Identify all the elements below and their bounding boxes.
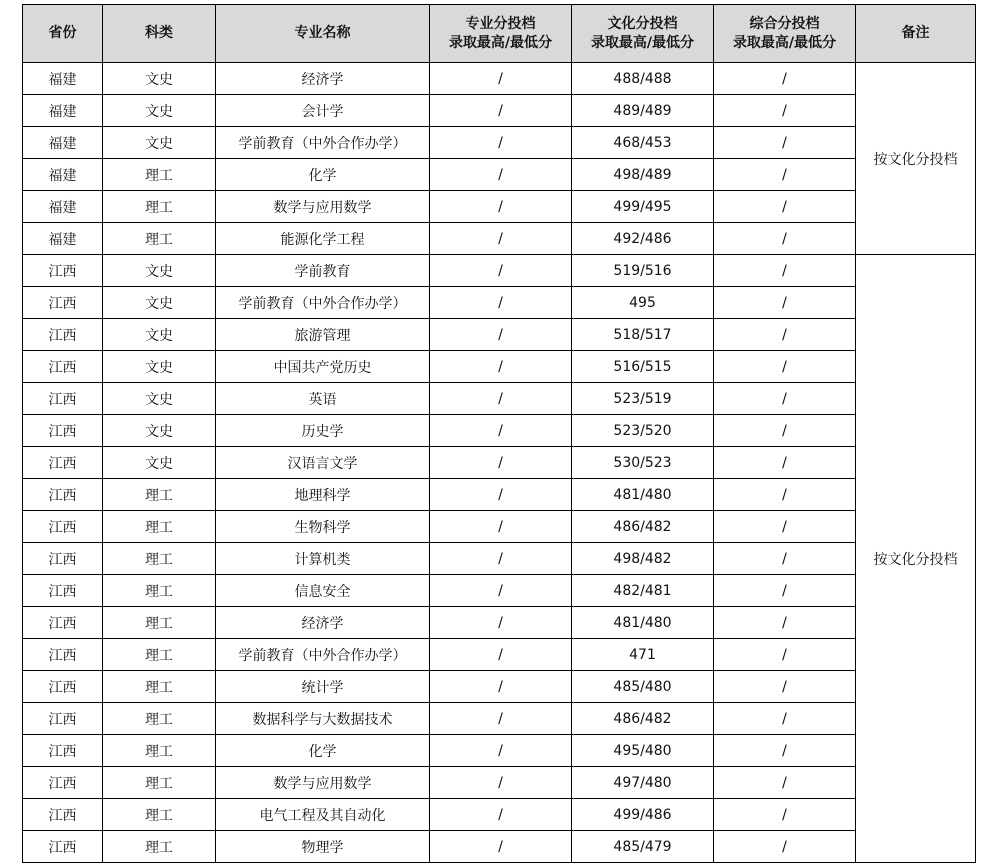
comp-score-cell: / bbox=[714, 159, 856, 191]
culture-score-cell: 492/486 bbox=[572, 223, 714, 255]
category-cell: 文史 bbox=[103, 351, 216, 383]
major-cell: 旅游管理 bbox=[216, 319, 430, 351]
major-cell: 中国共产党历史 bbox=[216, 351, 430, 383]
table-row bbox=[23, 735, 976, 767]
major-cell: 数学与应用数学 bbox=[216, 767, 430, 799]
culture-score-cell: 495/480 bbox=[572, 735, 714, 767]
province-header bbox=[23, 5, 103, 63]
header-label: 省份 bbox=[48, 25, 77, 41]
category-cell: 理工 bbox=[103, 543, 216, 575]
culture-score-cell: 516/515 bbox=[572, 351, 714, 383]
header-label: 专业名称 bbox=[294, 25, 351, 41]
table-row bbox=[23, 415, 976, 447]
table-row bbox=[23, 703, 976, 735]
category-cell: 理工 bbox=[103, 671, 216, 703]
comp-score-cell: / bbox=[714, 191, 856, 223]
comp-score-cell: / bbox=[714, 671, 856, 703]
pro-score-cell: / bbox=[430, 831, 572, 863]
header-label: 综合分投档 bbox=[749, 15, 820, 32]
major-cell: 能源化学工程 bbox=[216, 223, 430, 255]
culture-score-cell: 530/523 bbox=[572, 447, 714, 479]
major-cell: 学前教育（中外合作办学） bbox=[216, 127, 430, 159]
table-row bbox=[23, 287, 976, 319]
table-row bbox=[23, 447, 976, 479]
major-cell: 数学与应用数学 bbox=[216, 191, 430, 223]
province-cell: 福建 bbox=[23, 159, 103, 191]
culture-score-cell: 499/495 bbox=[572, 191, 714, 223]
table-row bbox=[23, 191, 976, 223]
major-cell: 学前教育 bbox=[216, 255, 430, 287]
table-row bbox=[23, 63, 976, 95]
culture-score-cell: 471 bbox=[572, 639, 714, 671]
category-cell: 理工 bbox=[103, 575, 216, 607]
comp-score-cell: / bbox=[714, 479, 856, 511]
pro-score-cell: / bbox=[430, 63, 572, 95]
pro-score-cell: / bbox=[430, 479, 572, 511]
pro-score-header bbox=[430, 5, 572, 63]
header-label: 录取最高/最低分 bbox=[732, 34, 837, 51]
major-cell: 化学 bbox=[216, 735, 430, 767]
category-cell: 理工 bbox=[103, 607, 216, 639]
major-cell: 英语 bbox=[216, 383, 430, 415]
comp-score-cell: / bbox=[714, 735, 856, 767]
category-cell: 理工 bbox=[103, 479, 216, 511]
major-header bbox=[216, 5, 430, 63]
comp-score-header bbox=[714, 5, 856, 63]
province-cell: 福建 bbox=[23, 127, 103, 159]
table-row bbox=[23, 223, 976, 255]
header-label: 文化分投档 bbox=[607, 15, 678, 32]
category-cell: 文史 bbox=[103, 127, 216, 159]
culture-score-cell: 485/480 bbox=[572, 671, 714, 703]
header-label: 录取最高/最低分 bbox=[448, 34, 553, 51]
culture-score-cell: 519/516 bbox=[572, 255, 714, 287]
header-label: 专业分投档 bbox=[465, 15, 536, 32]
pro-score-cell: / bbox=[430, 287, 572, 319]
province-cell: 江西 bbox=[23, 351, 103, 383]
culture-score-cell: 489/489 bbox=[572, 95, 714, 127]
comp-score-cell: / bbox=[714, 287, 856, 319]
note-cell: 按文化分投档 bbox=[856, 63, 976, 255]
culture-score-cell: 498/482 bbox=[572, 543, 714, 575]
category-cell: 理工 bbox=[103, 223, 216, 255]
culture-score-cell: 523/519 bbox=[572, 383, 714, 415]
pro-score-cell: / bbox=[430, 159, 572, 191]
province-cell: 福建 bbox=[23, 95, 103, 127]
major-cell: 数据科学与大数据技术 bbox=[216, 703, 430, 735]
culture-score-cell: 499/486 bbox=[572, 799, 714, 831]
culture-score-cell: 481/480 bbox=[572, 479, 714, 511]
category-cell: 理工 bbox=[103, 703, 216, 735]
major-cell: 生物科学 bbox=[216, 511, 430, 543]
culture-score-cell: 488/488 bbox=[572, 63, 714, 95]
major-cell: 电气工程及其自动化 bbox=[216, 799, 430, 831]
category-cell: 文史 bbox=[103, 287, 216, 319]
category-cell: 理工 bbox=[103, 639, 216, 671]
category-cell: 文史 bbox=[103, 255, 216, 287]
culture-score-cell: 482/481 bbox=[572, 575, 714, 607]
category-cell: 理工 bbox=[103, 767, 216, 799]
major-cell: 学前教育（中外合作办学） bbox=[216, 287, 430, 319]
pro-score-cell: / bbox=[430, 543, 572, 575]
major-cell: 化学 bbox=[216, 159, 430, 191]
culture-score-cell: 497/480 bbox=[572, 767, 714, 799]
province-cell: 江西 bbox=[23, 671, 103, 703]
province-cell: 江西 bbox=[23, 383, 103, 415]
pro-score-cell: / bbox=[430, 255, 572, 287]
major-cell: 历史学 bbox=[216, 415, 430, 447]
category-cell: 理工 bbox=[103, 799, 216, 831]
pro-score-cell: / bbox=[430, 351, 572, 383]
culture-score-cell: 481/480 bbox=[572, 607, 714, 639]
category-cell: 文史 bbox=[103, 447, 216, 479]
province-cell: 福建 bbox=[23, 223, 103, 255]
culture-score-header bbox=[572, 5, 714, 63]
table-row bbox=[23, 831, 976, 863]
pro-score-cell: / bbox=[430, 95, 572, 127]
comp-score-cell: / bbox=[714, 383, 856, 415]
pro-score-cell: / bbox=[430, 511, 572, 543]
table-row bbox=[23, 511, 976, 543]
table-header-row bbox=[23, 5, 976, 63]
culture-score-cell: 468/453 bbox=[572, 127, 714, 159]
pro-score-cell: / bbox=[430, 703, 572, 735]
table-row bbox=[23, 767, 976, 799]
table-row bbox=[23, 799, 976, 831]
pro-score-cell: / bbox=[430, 639, 572, 671]
major-cell: 计算机类 bbox=[216, 543, 430, 575]
province-cell: 江西 bbox=[23, 575, 103, 607]
pro-score-cell: / bbox=[430, 767, 572, 799]
comp-score-cell: / bbox=[714, 95, 856, 127]
major-cell: 地理科学 bbox=[216, 479, 430, 511]
pro-score-cell: / bbox=[430, 799, 572, 831]
category-cell: 理工 bbox=[103, 191, 216, 223]
table-row bbox=[23, 95, 976, 127]
province-cell: 福建 bbox=[23, 63, 103, 95]
province-cell: 江西 bbox=[23, 799, 103, 831]
pro-score-cell: / bbox=[430, 671, 572, 703]
province-cell: 江西 bbox=[23, 607, 103, 639]
comp-score-cell: / bbox=[714, 447, 856, 479]
comp-score-cell: / bbox=[714, 639, 856, 671]
comp-score-cell: / bbox=[714, 255, 856, 287]
pro-score-cell: / bbox=[430, 127, 572, 159]
header-label: 录取最高/最低分 bbox=[590, 34, 695, 51]
pro-score-cell: / bbox=[430, 191, 572, 223]
table-row bbox=[23, 639, 976, 671]
table-row bbox=[23, 479, 976, 511]
province-cell: 江西 bbox=[23, 639, 103, 671]
major-cell: 经济学 bbox=[216, 63, 430, 95]
comp-score-cell: / bbox=[714, 223, 856, 255]
category-cell: 理工 bbox=[103, 159, 216, 191]
province-cell: 福建 bbox=[23, 191, 103, 223]
culture-score-cell: 486/482 bbox=[572, 703, 714, 735]
table-row bbox=[23, 671, 976, 703]
province-cell: 江西 bbox=[23, 287, 103, 319]
comp-score-cell: / bbox=[714, 127, 856, 159]
category-header bbox=[103, 5, 216, 63]
category-cell: 文史 bbox=[103, 95, 216, 127]
major-cell: 经济学 bbox=[216, 607, 430, 639]
note-cell: 按文化分投档 bbox=[856, 255, 976, 863]
header-label: 科类 bbox=[145, 25, 173, 41]
note-header bbox=[856, 5, 976, 63]
comp-score-cell: / bbox=[714, 319, 856, 351]
table-row bbox=[23, 127, 976, 159]
comp-score-cell: / bbox=[714, 607, 856, 639]
table-row bbox=[23, 575, 976, 607]
category-cell: 文史 bbox=[103, 63, 216, 95]
header-label: 备注 bbox=[901, 25, 930, 41]
category-cell: 理工 bbox=[103, 735, 216, 767]
comp-score-cell: / bbox=[714, 511, 856, 543]
pro-score-cell: / bbox=[430, 607, 572, 639]
table-row bbox=[23, 319, 976, 351]
pro-score-cell: / bbox=[430, 223, 572, 255]
table-row bbox=[23, 383, 976, 415]
major-cell: 信息安全 bbox=[216, 575, 430, 607]
comp-score-cell: / bbox=[714, 351, 856, 383]
culture-score-cell: 495 bbox=[572, 287, 714, 319]
culture-score-cell: 485/479 bbox=[572, 831, 714, 863]
province-cell: 江西 bbox=[23, 319, 103, 351]
category-cell: 理工 bbox=[103, 511, 216, 543]
comp-score-cell: / bbox=[714, 703, 856, 735]
province-cell: 江西 bbox=[23, 735, 103, 767]
province-cell: 江西 bbox=[23, 255, 103, 287]
province-cell: 江西 bbox=[23, 479, 103, 511]
pro-score-cell: / bbox=[430, 383, 572, 415]
culture-score-cell: 523/520 bbox=[572, 415, 714, 447]
pro-score-cell: / bbox=[430, 415, 572, 447]
table-row bbox=[23, 255, 976, 287]
category-cell: 理工 bbox=[103, 831, 216, 863]
province-cell: 江西 bbox=[23, 831, 103, 863]
table-row bbox=[23, 607, 976, 639]
major-cell: 统计学 bbox=[216, 671, 430, 703]
comp-score-cell: / bbox=[714, 831, 856, 863]
province-cell: 江西 bbox=[23, 767, 103, 799]
pro-score-cell: / bbox=[430, 575, 572, 607]
comp-score-cell: / bbox=[714, 799, 856, 831]
comp-score-cell: / bbox=[714, 543, 856, 575]
table-body bbox=[23, 63, 976, 863]
province-cell: 江西 bbox=[23, 447, 103, 479]
table-row bbox=[23, 159, 976, 191]
comp-score-cell: / bbox=[714, 415, 856, 447]
major-cell: 汉语言文学 bbox=[216, 447, 430, 479]
culture-score-cell: 498/489 bbox=[572, 159, 714, 191]
province-cell: 江西 bbox=[23, 543, 103, 575]
province-cell: 江西 bbox=[23, 511, 103, 543]
major-cell: 会计学 bbox=[216, 95, 430, 127]
major-cell: 物理学 bbox=[216, 831, 430, 863]
category-cell: 文史 bbox=[103, 383, 216, 415]
pro-score-cell: / bbox=[430, 735, 572, 767]
category-cell: 文史 bbox=[103, 319, 216, 351]
major-cell: 学前教育（中外合作办学） bbox=[216, 639, 430, 671]
comp-score-cell: / bbox=[714, 575, 856, 607]
table-row bbox=[23, 351, 976, 383]
province-cell: 江西 bbox=[23, 703, 103, 735]
culture-score-cell: 518/517 bbox=[572, 319, 714, 351]
category-cell: 文史 bbox=[103, 415, 216, 447]
table-row bbox=[23, 543, 976, 575]
comp-score-cell: / bbox=[714, 767, 856, 799]
culture-score-cell: 486/482 bbox=[572, 511, 714, 543]
province-cell: 江西 bbox=[23, 415, 103, 447]
admission-score-table bbox=[22, 4, 976, 863]
pro-score-cell: / bbox=[430, 447, 572, 479]
comp-score-cell: / bbox=[714, 63, 856, 95]
pro-score-cell: / bbox=[430, 319, 572, 351]
